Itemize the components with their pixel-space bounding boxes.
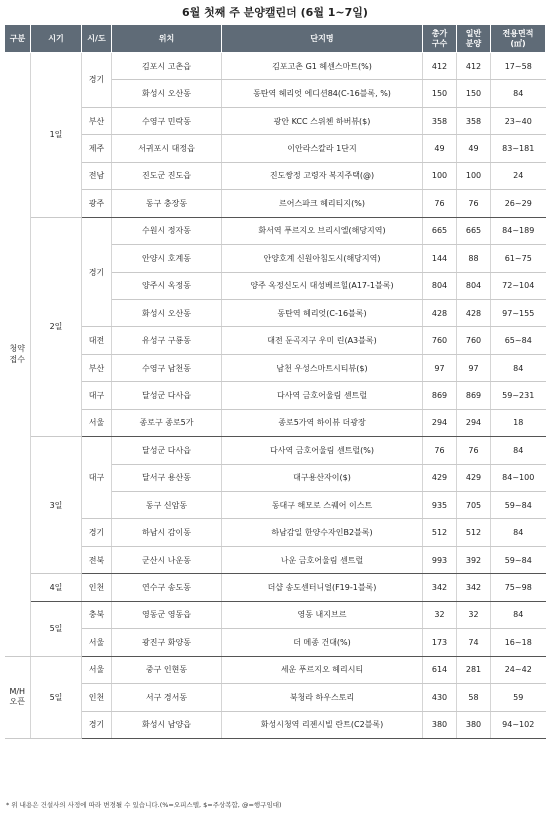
name-cell: 세운 푸르지오 헤리시티 bbox=[222, 656, 423, 683]
location-cell: 중구 인현동 bbox=[112, 656, 222, 683]
general-cell: 512 bbox=[457, 519, 491, 546]
location-cell: 수영구 민락동 bbox=[112, 107, 222, 134]
table-row bbox=[5, 629, 546, 656]
general-cell: 97 bbox=[457, 354, 491, 381]
location-cell: 수영구 남천동 bbox=[112, 354, 222, 381]
name-cell: 화성시청역 리젠시빌 란트(C2블록) bbox=[222, 711, 423, 738]
location-cell: 동구 신암동 bbox=[112, 492, 222, 519]
general-cell: 88 bbox=[457, 245, 491, 272]
table-row bbox=[5, 327, 546, 354]
time-cell: 5일 bbox=[31, 656, 82, 738]
region-cell: 인천 bbox=[82, 574, 112, 601]
region-cell: 서울 bbox=[82, 629, 112, 656]
region-cell: 전북 bbox=[82, 546, 112, 573]
name-cell: 대전 둔곡지구 우미 린(A3블록) bbox=[222, 327, 423, 354]
region-cell: 대구 bbox=[82, 382, 112, 409]
table-row bbox=[5, 711, 546, 738]
location-cell: 달서구 용산동 bbox=[112, 464, 222, 491]
table-row bbox=[5, 53, 546, 80]
name-cell: 김포고촌 G1 헤센스마트(%) bbox=[222, 53, 423, 80]
region-cell: 부산 bbox=[82, 107, 112, 134]
total-cell: 173 bbox=[423, 629, 457, 656]
name-cell: 동탄역 헤리엇(C-16블록) bbox=[222, 299, 423, 326]
area-cell: 18 bbox=[491, 409, 546, 436]
total-cell: 804 bbox=[423, 272, 457, 299]
total-cell: 294 bbox=[423, 409, 457, 436]
total-cell: 429 bbox=[423, 464, 457, 491]
location-cell: 하남시 감이동 bbox=[112, 519, 222, 546]
name-cell: 더 메종 건대(%) bbox=[222, 629, 423, 656]
general-cell: 32 bbox=[457, 601, 491, 628]
table-row bbox=[5, 409, 546, 436]
location-cell: 화성시 오산동 bbox=[112, 299, 222, 326]
region-cell: 부산 bbox=[82, 354, 112, 381]
table-row bbox=[5, 162, 546, 189]
table-row bbox=[5, 382, 546, 409]
region-cell: 경기 bbox=[82, 519, 112, 546]
time-cell: 2일 bbox=[31, 217, 82, 437]
total-cell: 144 bbox=[423, 245, 457, 272]
total-cell: 358 bbox=[423, 107, 457, 134]
location-cell: 서귀포시 대정읍 bbox=[112, 135, 222, 162]
time-cell: 4일 bbox=[31, 574, 82, 601]
area-cell: 84 bbox=[491, 519, 546, 546]
location-cell: 진도군 진도읍 bbox=[112, 162, 222, 189]
total-cell: 869 bbox=[423, 382, 457, 409]
location-cell: 화성시 오산동 bbox=[112, 80, 222, 107]
name-cell: 이안라스칼라 1단지 bbox=[222, 135, 423, 162]
total-cell: 49 bbox=[423, 135, 457, 162]
total-cell: 150 bbox=[423, 80, 457, 107]
area-cell: 75~98 bbox=[491, 574, 546, 601]
time-cell: 1일 bbox=[31, 53, 82, 218]
area-cell: 59~231 bbox=[491, 382, 546, 409]
area-cell: 83~181 bbox=[491, 135, 546, 162]
location-cell: 달성군 다사읍 bbox=[112, 382, 222, 409]
category-cell: M/H 오픈 bbox=[5, 656, 31, 738]
area-cell: 84 bbox=[491, 354, 546, 381]
name-cell: 영동 내지브르 bbox=[222, 601, 423, 628]
total-cell: 430 bbox=[423, 684, 457, 711]
table-row bbox=[5, 437, 546, 464]
table-row bbox=[5, 519, 546, 546]
area-cell: 59 bbox=[491, 684, 546, 711]
table-row bbox=[5, 217, 546, 244]
location-cell: 서구 경서동 bbox=[112, 684, 222, 711]
table-row bbox=[5, 546, 546, 573]
total-cell: 76 bbox=[423, 437, 457, 464]
general-cell: 760 bbox=[457, 327, 491, 354]
header-region: 시/도 bbox=[82, 25, 112, 53]
total-cell: 760 bbox=[423, 327, 457, 354]
area-cell: 97~155 bbox=[491, 299, 546, 326]
location-cell: 김포시 고촌읍 bbox=[112, 53, 222, 80]
area-cell: 24 bbox=[491, 162, 546, 189]
area-cell: 24~42 bbox=[491, 656, 546, 683]
region-cell: 대전 bbox=[82, 327, 112, 354]
area-cell: 17~58 bbox=[491, 53, 546, 80]
total-cell: 380 bbox=[423, 711, 457, 738]
general-cell: 58 bbox=[457, 684, 491, 711]
name-cell: 다사역 금호어울림 센트럴 bbox=[222, 382, 423, 409]
area-cell: 16~18 bbox=[491, 629, 546, 656]
location-cell: 연수구 송도동 bbox=[112, 574, 222, 601]
name-cell: 나운 금호어울림 센트럴 bbox=[222, 546, 423, 573]
table-row bbox=[5, 684, 546, 711]
table-row bbox=[5, 135, 546, 162]
general-cell: 412 bbox=[457, 53, 491, 80]
region-cell: 서울 bbox=[82, 656, 112, 683]
total-cell: 32 bbox=[423, 601, 457, 628]
header-time: 시기 bbox=[31, 25, 82, 53]
region-cell: 제주 bbox=[82, 135, 112, 162]
general-cell: 342 bbox=[457, 574, 491, 601]
name-cell: 동탄역 헤리엇 에디션84(C-16블록, %) bbox=[222, 80, 423, 107]
general-cell: 358 bbox=[457, 107, 491, 134]
time-cell: 3일 bbox=[31, 437, 82, 574]
area-cell: 84 bbox=[491, 601, 546, 628]
header-area: 전용면적 (㎡) bbox=[491, 25, 546, 53]
general-cell: 150 bbox=[457, 80, 491, 107]
general-cell: 665 bbox=[457, 217, 491, 244]
location-cell: 군산시 나운동 bbox=[112, 546, 222, 573]
header-total: 총가 구수 bbox=[423, 25, 457, 53]
name-cell: 북청라 하우스토리 bbox=[222, 684, 423, 711]
header-row bbox=[5, 25, 546, 53]
header-name: 단지명 bbox=[222, 25, 423, 53]
time-cell: 5일 bbox=[31, 601, 82, 656]
category-cell: 청약 접수 bbox=[5, 53, 31, 657]
name-cell: 동대구 해모로 스퀘어 이스트 bbox=[222, 492, 423, 519]
location-cell: 광진구 화양동 bbox=[112, 629, 222, 656]
general-cell: 392 bbox=[457, 546, 491, 573]
region-cell: 충북 bbox=[82, 601, 112, 628]
general-cell: 429 bbox=[457, 464, 491, 491]
page-title: 6월 첫째 주 분양캘린더 (6월 1~7일) bbox=[182, 6, 368, 19]
header-general: 일반 분양 bbox=[457, 25, 491, 53]
total-cell: 342 bbox=[423, 574, 457, 601]
table-row bbox=[5, 574, 546, 601]
total-cell: 614 bbox=[423, 656, 457, 683]
total-cell: 428 bbox=[423, 299, 457, 326]
area-cell: 23~40 bbox=[491, 107, 546, 134]
location-cell: 달성군 다사읍 bbox=[112, 437, 222, 464]
region-cell: 전남 bbox=[82, 162, 112, 189]
area-cell: 94~102 bbox=[491, 711, 546, 738]
general-cell: 428 bbox=[457, 299, 491, 326]
total-cell: 100 bbox=[423, 162, 457, 189]
location-cell: 영동군 영동읍 bbox=[112, 601, 222, 628]
location-cell: 양주시 옥정동 bbox=[112, 272, 222, 299]
general-cell: 869 bbox=[457, 382, 491, 409]
name-cell: 안양호계 신원아침도시(해당지역) bbox=[222, 245, 423, 272]
total-cell: 935 bbox=[423, 492, 457, 519]
general-cell: 705 bbox=[457, 492, 491, 519]
header-category: 구분 bbox=[5, 25, 31, 53]
name-cell: 하남감일 한양수자인B2블록) bbox=[222, 519, 423, 546]
sales-calendar-table bbox=[4, 24, 546, 739]
total-cell: 512 bbox=[423, 519, 457, 546]
name-cell: 다사역 금호어울림 센트럴(%) bbox=[222, 437, 423, 464]
area-cell: 84~189 bbox=[491, 217, 546, 244]
table-row bbox=[5, 601, 546, 628]
general-cell: 294 bbox=[457, 409, 491, 436]
table-row bbox=[5, 656, 546, 683]
region-cell: 인천 bbox=[82, 684, 112, 711]
name-cell: 화서역 푸르지오 브리시엘(해당지역) bbox=[222, 217, 423, 244]
table-row bbox=[5, 107, 546, 134]
footnote: * 위 내용은 건설사의 사정에 따라 변경될 수 있습니다.(%=오피스텔, $=주상복합, @=행구임대) bbox=[6, 801, 282, 809]
general-cell: 281 bbox=[457, 656, 491, 683]
name-cell: 더샵 송도센터니얼(F19-1블록) bbox=[222, 574, 423, 601]
area-cell: 84 bbox=[491, 80, 546, 107]
area-cell: 59~84 bbox=[491, 492, 546, 519]
region-cell: 경기 bbox=[82, 217, 112, 327]
region-cell: 경기 bbox=[82, 53, 112, 108]
total-cell: 97 bbox=[423, 354, 457, 381]
name-cell: 광안 KCC 스위첸 하버뷰($) bbox=[222, 107, 423, 134]
region-cell: 경기 bbox=[82, 711, 112, 738]
area-cell: 84~100 bbox=[491, 464, 546, 491]
general-cell: 49 bbox=[457, 135, 491, 162]
location-cell: 화성시 남양읍 bbox=[112, 711, 222, 738]
name-cell: 진도쌍정 고령자 복지주택(@) bbox=[222, 162, 423, 189]
region-cell: 대구 bbox=[82, 437, 112, 519]
header-location: 위치 bbox=[112, 25, 222, 53]
location-cell: 안양시 호계동 bbox=[112, 245, 222, 272]
location-cell: 동구 충장동 bbox=[112, 190, 222, 217]
area-cell: 59~84 bbox=[491, 546, 546, 573]
area-cell: 65~84 bbox=[491, 327, 546, 354]
name-cell: 르어스파크 헤리티지(%) bbox=[222, 190, 423, 217]
location-cell: 유성구 구룡동 bbox=[112, 327, 222, 354]
table-row bbox=[5, 190, 546, 217]
name-cell: 양주 옥정신도시 대성베르힐(A17-1블록) bbox=[222, 272, 423, 299]
table-row bbox=[5, 354, 546, 381]
total-cell: 993 bbox=[423, 546, 457, 573]
general-cell: 76 bbox=[457, 190, 491, 217]
name-cell: 남천 우성스마트시티뷰($) bbox=[222, 354, 423, 381]
location-cell: 종로구 종로5가 bbox=[112, 409, 222, 436]
total-cell: 665 bbox=[423, 217, 457, 244]
region-cell: 광주 bbox=[82, 190, 112, 217]
total-cell: 412 bbox=[423, 53, 457, 80]
total-cell: 76 bbox=[423, 190, 457, 217]
area-cell: 84 bbox=[491, 437, 546, 464]
area-cell: 26~29 bbox=[491, 190, 546, 217]
general-cell: 76 bbox=[457, 437, 491, 464]
area-cell: 61~75 bbox=[491, 245, 546, 272]
area-cell: 72~104 bbox=[491, 272, 546, 299]
name-cell: 종로5가역 하이뷰 더광장 bbox=[222, 409, 423, 436]
general-cell: 100 bbox=[457, 162, 491, 189]
region-cell: 서울 bbox=[82, 409, 112, 436]
general-cell: 74 bbox=[457, 629, 491, 656]
location-cell: 수원시 정자동 bbox=[112, 217, 222, 244]
general-cell: 380 bbox=[457, 711, 491, 738]
name-cell: 대구용산자이($) bbox=[222, 464, 423, 491]
general-cell: 804 bbox=[457, 272, 491, 299]
